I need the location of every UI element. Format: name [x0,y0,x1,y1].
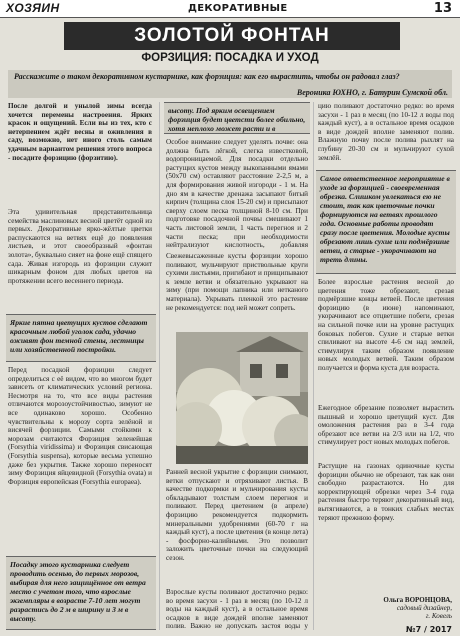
col3-rejuvenation: Ежегодное обрезание позволяет вырастить пышный и хорошо цветущий куст. Для омоложения растения раз в 3-4 года обрезают все ветви на 2/3 или на 1/2, что стимулирует рост новых молодых побегов. [318,404,454,447]
page-header [0,0,460,18]
article-subtitle: ФОРЗИЦИЯ: ПОСАДКА И УХОД [141,52,319,64]
column-divider [159,102,160,630]
magazine-logo: ХОЗЯИН [6,1,60,15]
col2-soil-text: Особое внимание следует уделять почве: она должна быть лёгкой, слегка известковой, водопроницаемой. Для посадки отдельно растущих кустов между выкопанными ямами (50х70 см) оставляют расстояние 2-2,5 м, а для формирования живой изгороди - 1 м. На дно ям в качестве дренажа засыпают битый кирпич (толщина слоя 15-20 см) и присыпают сверху слоем песка толщиной 8-10 см. При подготовке посадочной почвы смешивают 1 часть листовой земли, 1 часть перегноя и 2 части песка; при необходимости нейтрализуют кислотность, добавляя [166,138,308,250]
issue-number: №7 / 2017 [406,625,452,634]
article-title: ЗОЛОТОЙ ФОНТАН [64,22,400,50]
author-signature [383,596,452,620]
col1-paragraph-3: Перед посадкой форзиции следует определиться с её видом, что во многом будет зависеть от климатических условий региона. Несмотря на то, что все виды растения отличаются морозоустойчивостью, зимуют не все одинаково хорошо. Особенно чувствительны к морозу сорта зелёной и висячей форзиции. Самыми стойкими к морозам считаются Форзиция зеленейшая (Forsythia viridissima) и Форзиция свисающая (Forsythia suspensa), которые весьма успешно даже без укрытия. Также хорошо переносят зиму Форзиция яйцевидной (Forsythia ovata) и Форзиция европейская (Forsythia europaea). [8,366,152,486]
col2-highlight-box: высоту. Под ярким освещением форзиция будет цветсти более обильно, хотя неплохо может расти и в [164,102,310,134]
section-title: ДЕКОРАТИВНЫЕ [188,3,288,14]
column-divider-2 [313,102,314,630]
col3-watering: цию поливают достаточно редко: во время засухи - 1 раз в месяц (по 10-12 л воды под каждый куст), а в остальное время осадков в виде дождей вполне заменяют полив. Влажную почву после полива рыхлят на глубину 20-30 см и мульчируют сухой землёй. [318,102,454,162]
col1-planting-box: Посадку этого кустарника следует проводить осенью, до первых морозов, выбирая для него защищённое от ветра место с учетом того, что взрослые экземпляры в возрасте 7-10 лет могут разрастись до 2 м в ширину и 3 м в высоту. [6,556,156,630]
col2-spring-care: Ранней весной укрытие с форзиции снимают, ветки отпускают и отряхивают листья. В качестве подкормки и мульчирования кусты обкладывают толстым слоем перегноя и поливают. Перед цветением (в апреле) форзицию рекомендуется подкормить минеральными удобрениями (60-70 г на каждый куст), а после цветения (в конце лета) - фосфорно-калийными. Это позволит заложить цветочные почки на следующий сезон. [166,468,308,562]
author-role: садовый дизайнер, [396,604,452,612]
col1-highlight-box: Яркие пятна цветущих кустов сделают красочным любой уголок сада, удачно оживят фон темной стены, лестницы или хозяйственной постройки. [6,314,156,362]
col2-after-planting: Свежевысаженные кусты форзиции хорошо поливают, мульчируют приствольные круги сухими листьями, пригибают и прищипывают к земле ветви и обязательно укрывают на зиму (при помощи лапника или нетканого материала). Укрывать пленкой это растение не рекомендуется: под ней может сопреть. [166,252,308,312]
col1-paragraph-2: Эта удивительная представительница семейства маслиновых весной цветёт одной из первых. Декоративные ярко-жёлтые цветки распускаются на ветвях ещё до появления листьев, и этот своеобразный «фонтан золота», буквально сияет на фоне ещё спящего сада. Живая изгородь из форзиции служит шикарным фоном для любых цветов на протяжении всего весеннего периода. [8,208,152,285]
col3-pruning-box: Самое ответственное мероприятие в уходе за форзицией - своевременная обрезка. Слишком увлекаться ею не стоит, так как цветочные почки формируются на ветвях прошлого года. Основные работы проводят сразу после цветения. Молодые кусты обрезают лишь сухие или подмёрзшие ветви, а старые - укорачивают на треть длины. [316,170,456,274]
col3-lawn-bushes: Растущие на газонах одиночные кусты форзиции обычно не обрезают, так как они свободно разрастаются. Но для корректирующей обрезки через 3-4 года растения быстро теряют декоративный вид, вытягиваются, а в тонких слабых местах теряют прежнюю форму. [318,462,454,522]
forsythia-photo [176,332,308,464]
page-number: 13 [433,1,452,16]
reader-question-text: Расскажите о таком декоративном кустарнике, как форзиция: как его вырастить, чтобы он радовал глаз? [14,72,400,81]
reader-name: Вероника ЮХНО, г. Батурин Сумской обл. [296,88,448,97]
col2-watering: Взрослые кусты поливают достаточно редко: во время засухи - 1 раз в месяц (по 10-12 л воды на каждый куст), а в остальное время осадков в виде дождей вполне заменяют полив. Важно не допускать застоя воды у [166,588,308,630]
forsythia-bush-image [176,332,308,464]
author-name: Ольга ВОРОНЦОВА, [383,596,452,604]
col3-pruning-text: Более взрослые растения весной до цветения тоже обрезают, срезая подмёрзшие концы ветвей. После цветения форзицию (в июне) напоминают, укорачивают все отцветшие побеги, срезая на сильной почке или на уровне растущих боковых побегов. Сухие и старые ветки спиливают на высоте 4-6 см над землей, стимулируя таким образом появление новых молодых ветвей. Таким образом получается и форма куста для возраста. [318,278,454,372]
col1-intro: После долгой и унылой зимы всегда хочется перемены настроения. Ярких красок и ощущений. Если вы из тех, кто с нетерпением ждёт весны и оживления в саду, возможно, нет иного столь самым удачным вариантом решения этого вопроса - посадите форзицию (форзитию). [8,102,152,162]
author-city: г. Ковель [425,612,452,620]
